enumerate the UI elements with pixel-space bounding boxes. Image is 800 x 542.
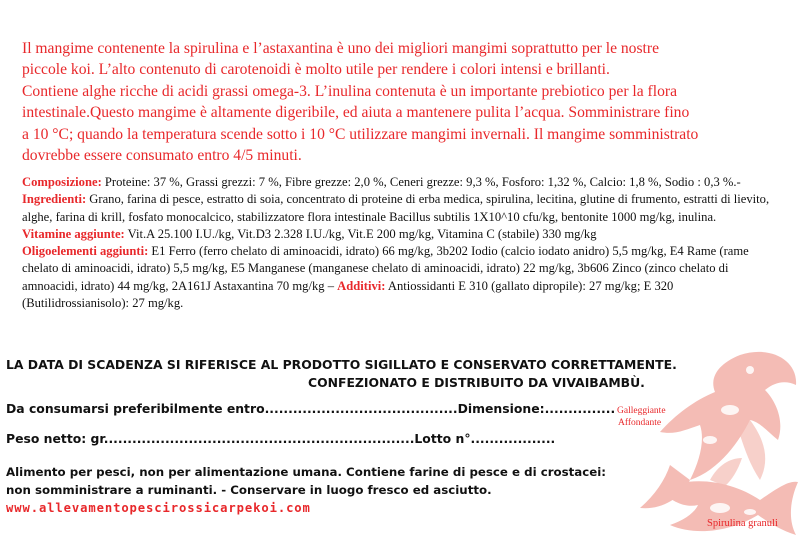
- expiry-notice-line: LA DATA DI SCADENZA SI RIFERISCE AL PRODOTTO SIGILLATO E CONSERVATO CORRETTAMENTE.: [6, 357, 677, 372]
- trace-elements-text: E1 Ferro (ferro chelato di aminoacidi, idrato) 66 mg/kg, 3b202 Iodio (calcio iodato anidro) 5,5 mg/kg, E4 Rame (rame chelato di aminoacidi, idrato) 5,5 mg/kg, E5 Manganese (manganese chelato di aminoacidi, idrato) 22 mg/kg, 3b606 Zinco (zinco chelato di amnoacidi, idrato) 44 mg/kg, 2A161J Astaxantina 70 mg/kg –: [22, 244, 749, 293]
- best-before-field: Da consumarsi preferibilmente entro.........................................Dimensione:...............: [6, 401, 616, 416]
- description-line: Il mangime contenente la spirulina e l’astaxantina è uno dei migliori mangimi soprattutto per le nostre: [22, 40, 659, 57]
- description-line: intestinale.Questo mangime è altamente digeribile, ed aiuta a mantenere pulita l’acqua. Somministrare fino: [22, 104, 690, 122]
- warning-line: Alimento per pesci, non per alimentazione umana. Contiene farine di pesce e di crostacei:: [6, 465, 607, 479]
- ingredients-label: Ingredienti:: [22, 192, 87, 207]
- trace-elements-paragraph: [22, 243, 782, 312]
- additives-label: Additivi:: [337, 278, 386, 293]
- vitamins-label: Vitamine aggiunte:: [22, 226, 125, 241]
- description-line: a 10 °C; quando la temperatura scende sotto i 10 °C utilizzare mangimi invernali. Il mangime somministrato: [22, 125, 699, 143]
- sinking-label: Affondante: [618, 418, 662, 428]
- description-line: dovrebbe essere consumato entro 4/5 minuti.: [22, 147, 302, 165]
- product-description: [22, 38, 782, 166]
- vitamins-text: Vit.A 25.100 I.U./kg, Vit.D3 2.328 I.U./kg, Vit.E 200 mg/kg, Vitamina C (stabile) 330 mg/kg: [124, 226, 597, 241]
- website-link[interactable]: www.allevamentopescirossicarpekoi.com: [6, 501, 311, 515]
- vitamins-paragraph: [22, 226, 782, 243]
- distributor-line: CONFEZIONATO E DISTRIBUITO DA VIVAIBAMBÙ.: [308, 375, 645, 390]
- product-type-label: Spirulina granuli: [707, 518, 778, 529]
- net-weight-field: Peso netto: gr..................................................................Lotto n°..................: [6, 431, 556, 446]
- warning-line: non somministrare a ruminanti. - Conservare in luogo fresco ed asciutto.: [6, 483, 492, 497]
- composition-text: Proteine: 37 %, Grassi grezzi: 7 %, Fibre grezze: 2,0 %, Ceneri grezze: 9,3 %, Fosforo: 1,32 %, Calcio: 1,8 %, Sodio : 0,3 %.-: [101, 175, 741, 189]
- trace-elements-label: Oligoelementi aggiunti:: [22, 244, 149, 259]
- composition-paragraph: [22, 174, 782, 226]
- composition-label: Composizione:: [22, 175, 102, 189]
- additives-text: Antiossidanti E 310 (gallato dipropile): 27 mg/kg; E 320 (Butilidrossianisolo): 27 mg/kg.: [22, 278, 674, 311]
- warning-block: [6, 463, 646, 499]
- description-line: piccole koi. L’alto contenuto di carotenoidi è molto utile per rendere i colori intensi e brillanti.: [22, 61, 610, 79]
- floating-label: Galleggiante: [617, 406, 666, 416]
- ingredients-text: Grano, farina di pesce, estratto di soia, concentrato di proteine di erba medica, spirulina, lecitina, glutine di frumento, estratti di lievito, alghe, farina di krill, fosfato monocalcico, stabilizzatore flora intestinale Bacillus subtilis 1X10^10 cfu/kg, bentonite 1000 mg/kg, inulina.: [22, 192, 770, 224]
- description-line: Contiene alghe ricche di acidi grassi omega-3. L’inulina contenuta è un importante prebiotico per la flora: [22, 82, 677, 100]
- composition-block: [22, 174, 782, 312]
